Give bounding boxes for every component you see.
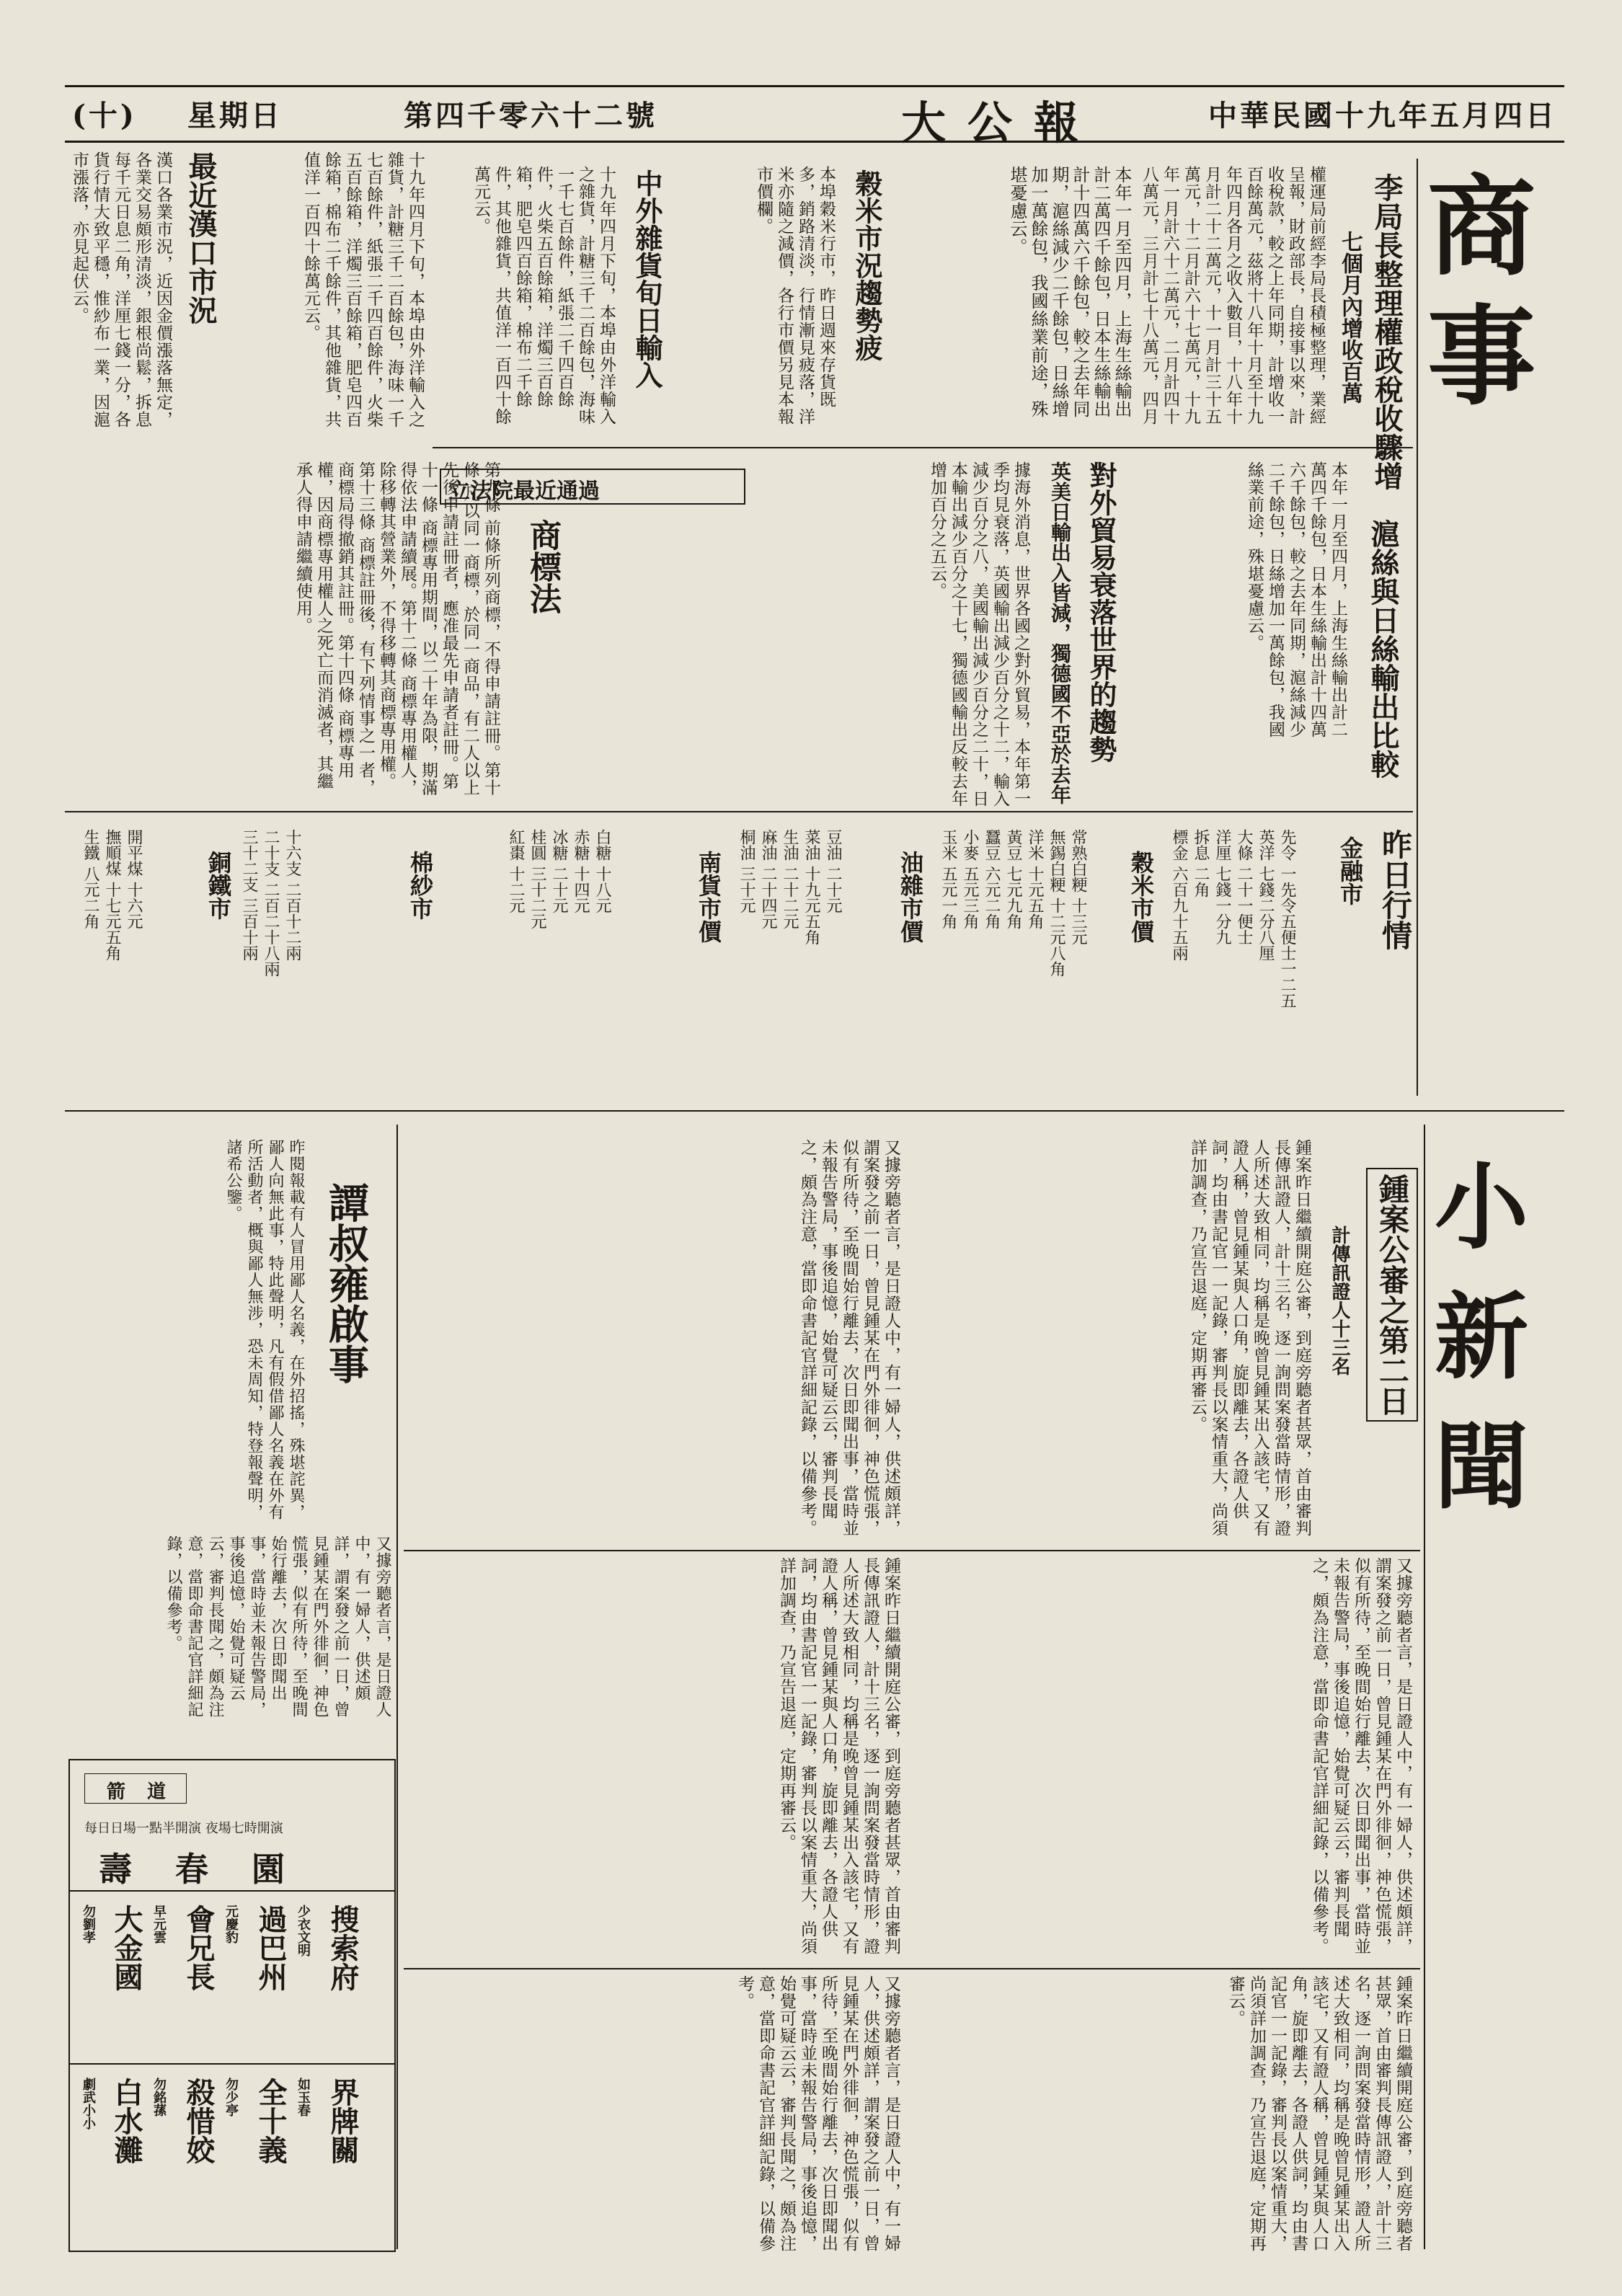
section-title-char: 聞 xyxy=(1435,1411,1529,1522)
cotton-head: 棉紗市 xyxy=(407,851,434,920)
section-title-char: 商 xyxy=(1427,164,1536,291)
case-body: 鍾案昨日繼續開庭公審，到庭旁聽者甚眾，首由審判長傳訊證人，計十三名，逐一詢問案發當時情形，證人所述大致相同，均稱是晚曾見鍾某出入該宅，又有證人稱，曾見鍾某與人口角，旋即離去，各證人供詞，均由書記官一一記錄，審判長以案情重大，尚須詳加調查，乃宣告退庭，定期再審云。 xyxy=(777,1557,900,1955)
row-rule xyxy=(70,2063,394,2065)
price-row: 開平煤 十六元 xyxy=(125,829,143,929)
price-row: 洋米 十元五角 xyxy=(1026,829,1044,929)
price-row: 紅棗 十二元 xyxy=(507,829,525,913)
coal-head: 銅鐵市 xyxy=(205,851,232,920)
price-row: 桐油 三十元 xyxy=(737,829,755,913)
theatre-name: 壽春園 xyxy=(99,1850,328,1889)
cast: 少衣文明 xyxy=(296,1905,311,1956)
article-headline: 滬絲與日絲輸出比較 xyxy=(1366,519,1400,779)
play-title: 殺惜姣 xyxy=(182,2078,216,2164)
case-body: 又據旁聽者言，是日證人中，有一婦人，供述頗詳，謂案發之前一日，曾見鍾某在門外徘徊，神色慌張，似有所待，至晚間始行離去，次日即聞出事，當時並未報告警局，事後追憶，始覺可疑云云，審判長聞之，頗為注意，當即命書記官詳細記錄，以備參考。 xyxy=(735,1975,900,2252)
coal-list xyxy=(79,829,144,1096)
row-rule xyxy=(404,1550,1420,1551)
play-title: 大金國 xyxy=(110,1905,143,1991)
weekday: 星期日 xyxy=(187,99,283,133)
rice-list xyxy=(937,829,1089,1096)
price-row: 蠶豆 六元二角 xyxy=(983,829,1001,929)
issue-number: 第四千零六十二號 xyxy=(404,99,657,133)
paper-title: 大公報 xyxy=(901,97,1101,149)
south-head: 南貨市價 xyxy=(695,851,722,943)
cast: 元慶豹 xyxy=(223,1905,239,1943)
price-row: 麻油 二十四元 xyxy=(759,829,777,929)
article-body: 漢口各業市況，近因金價漲落無定，各業交易頗形清淡，銀根尚鬆，拆息每千元日息二角，洋厘七錢一分，各貨行情大致平穩，惟紗布一業，因滬市漲落，亦見起伏云。 xyxy=(70,151,172,428)
article-subheadline: 七個月內增收百萬 xyxy=(1337,231,1362,404)
section-divider xyxy=(65,1110,1564,1112)
ad-box xyxy=(84,1773,187,1804)
oil-list xyxy=(735,829,843,1096)
article-subheadline: 英美日輸出入皆減，獨德國不亞於去年 xyxy=(1048,461,1072,805)
price-row: 撫順煤 十七元五角 xyxy=(103,829,121,961)
column-rule xyxy=(1417,159,1418,1096)
case-body: 又據旁聽者言，是日證人中，有一婦人，供述頗詳，謂案發之前一日，曾見鍾某在門外徘徊，神色慌張，似有所待，至晚間始行離去，次日即聞出事，當時並未報告警局，事後追憶，始覺可疑云云，審判長聞之，頗為注意，當即命書記官詳細記錄，以備參考。 xyxy=(798,1139,900,1537)
play-title: 過巴州 xyxy=(254,1905,288,1991)
page-number: (十) xyxy=(72,99,137,133)
column-rule xyxy=(396,1125,398,2249)
play-title: 白水灘 xyxy=(110,2078,143,2164)
article-body: 本年一月至四月，上海生絲輸出計二萬四千餘包，日本生絲輸出計十四萬六千餘包，較之去年同期，滬絲減少二千餘包，日絲增加一萬餘包，我國絲業前途，殊堪憂慮云。 xyxy=(1007,166,1132,418)
row-rule xyxy=(70,1890,394,1892)
price-row: 洋厘 七錢一分九 xyxy=(1213,829,1231,945)
case-body: 鍾案昨日繼續開庭公審，到庭旁聽者甚眾，首由審判長傳訊證人，計十三名，逐一詢問案發當時情形，證人所述大致相同，均稱是晚曾見鍾某出入該宅，又有證人稱，曾見鍾某與人口角，旋即離去，各證人供詞，均由書記官一一記錄，審判長以案情重大，尚須詳加調查，乃宣告退庭，定期再審云。 xyxy=(1188,1139,1311,1537)
case-body: 鍾案昨日繼續開庭公審，到庭旁聽者甚眾，首由審判長傳訊證人，計十三名，逐一詢問案發當時情形，證人所述大致相同，均稱是晚曾見鍾某出入該宅，又有證人稱，曾見鍾某與人口角，旋即離去，各證人供詞，均由書記官一一記錄，審判長以案情重大，尚須詳加調查，乃宣告退庭，定期再審云。 xyxy=(1226,1975,1412,2252)
rice-head: 穀米市價 xyxy=(1127,851,1155,943)
law-subheadline: 立法院最近通過 xyxy=(448,479,600,504)
price-row: 菜油 十九元五角 xyxy=(802,829,820,945)
play-title: 搜索府 xyxy=(326,1905,360,1991)
cast: 勿少亭 xyxy=(223,2078,239,2117)
row-rule xyxy=(404,1968,1420,1969)
article-headline: 中外雜貨旬日輸入 xyxy=(631,169,663,389)
price-row: 先令 一先令五便士一二五 xyxy=(1278,829,1296,1009)
notice-body: 昨閱報載有人冒用鄙人名義，在外招搖，殊堪詫異，鄙人向無此事，特此聲明，凡有假借鄙人名義在外有所活動者，概與鄙人無涉，恐未周知，特登報聲明，諸希公鑒。 xyxy=(224,1139,305,1520)
cast: 勿劉孝 xyxy=(81,1905,96,1943)
article-body: 本年一月至四月，上海生絲輸出計二萬四千餘包，日本生絲輸出計十四萬六千餘包，較之去年同期，滬絲減少二千餘包，日絲增加一萬餘包，我國絲業前途，殊堪憂慮云。 xyxy=(1245,461,1347,738)
article-headline: 最近漢口市況 xyxy=(184,151,218,324)
price-row: 桂圓 三十二元 xyxy=(528,829,546,929)
issue-date: 中華民國十九年五月四日 xyxy=(1208,99,1557,133)
market-headline: 昨日行情 xyxy=(1378,829,1413,950)
article-headline: 對外貿易衰落世界的趨勢 xyxy=(1085,461,1117,763)
cast: 早元雲 xyxy=(151,1905,167,1943)
price-row: 豆油 二十元 xyxy=(824,829,842,913)
article-headline: 李局長整理權政稅收驟增 xyxy=(1370,173,1404,490)
section-title-char: 事 xyxy=(1427,293,1536,420)
price-row: 常熟白粳 十三元 xyxy=(1069,829,1087,945)
finance-list xyxy=(1168,829,1298,1096)
row-rule xyxy=(433,447,1413,448)
ad-timing: 每日日場一點半開演 夜場七時開演 xyxy=(84,1821,283,1836)
ad-label: 箭道 xyxy=(107,1781,188,1803)
case-headline: 鍾案公審之第二日 xyxy=(1366,1168,1418,1422)
price-row: 玉米 五元一角 xyxy=(939,829,957,929)
article-body: 十九年四月下旬，本埠由外洋輸入之雜貨，計糖三千二百餘包，海味一千七百餘件，紙張二千四百餘件，火柴五百餘箱，洋燭三百餘箱，肥皂四百餘箱，棉布二千餘件，其他雜貨，共值洋一百四十餘萬元云。 xyxy=(301,151,425,428)
article-headline: 穀米市況趨勢疲 xyxy=(851,169,883,361)
cast: 勿銘蓀 xyxy=(151,2078,167,2117)
price-row: 大條 二十一便士 xyxy=(1235,829,1253,945)
price-row: 冰糖 二十元 xyxy=(550,829,568,913)
oil-head: 油雜市價 xyxy=(897,851,924,943)
column-rule xyxy=(1424,1125,1425,2249)
row-rule xyxy=(65,811,1413,812)
price-row: 拆息 二角 xyxy=(1192,829,1210,897)
price-row: 小麥 五元三角 xyxy=(961,829,979,929)
price-row: 白糖 十八元 xyxy=(593,829,611,913)
play-title: 全十義 xyxy=(254,2078,288,2164)
play-title: 會兄長 xyxy=(182,1905,216,1991)
case-body: 又據旁聽者言，是日證人中，有一婦人，供述頗詳，謂案發之前一日，曾見鍾某在門外徘徊，神色慌張，似有所待，至晚間始行離去，次日即聞出事，當時並未報告警局，事後追憶，始覺可疑云云，審判長聞之，頗為注意，當即命書記官詳細記錄，以備參考。 xyxy=(1310,1557,1412,1955)
south-list xyxy=(505,829,613,1096)
article-body: 權運局前經李局長積極整理，業經呈報，財政部長，自接事以來，計收稅款，較之上年同期，計增收一百餘萬元，茲將十八年十月至十九年四月各月之收入數目，十八年十月計二十二萬元，十一月計三十五萬元，十二月計六十七萬元，十九年一月計六十二萬元，二月計四十八萬元，三月計七十八萬元，四月 xyxy=(1140,166,1326,425)
price-row: 赤糖 十四元 xyxy=(572,829,590,913)
section-title-char: 新 xyxy=(1435,1282,1529,1392)
law-headline: 商標法 xyxy=(524,519,561,614)
price-row: 三十二支 三百十兩 xyxy=(240,829,258,961)
theatre-ad xyxy=(68,1759,396,2252)
cotton-list xyxy=(238,829,303,1096)
play-title: 界牌關 xyxy=(326,2078,360,2164)
finance-head: 金融市 xyxy=(1337,836,1364,905)
cast: 如玉春 xyxy=(296,2078,311,2117)
masthead xyxy=(65,85,1564,149)
notice-headline: 譚叔雍啟事 xyxy=(322,1182,370,1384)
article-body: 本埠穀米行市，昨日週來存貨既多，銷路清淡，行情漸見疲落，洋米亦隨之減價，各行市價另見本報市價欄。 xyxy=(754,166,836,425)
price-row: 二十支 二百二十八兩 xyxy=(262,829,280,977)
price-row: 無錫白粳 十二元八角 xyxy=(1047,829,1065,977)
price-row: 標金 六百九十五兩 xyxy=(1170,829,1188,961)
article-body: 據海外消息，世界各國之對外貿易，本年第一季均見衰落，英國輸出減少百分之十二，輸入減少百分之八，美國輸出減少百分之二十，日本輸出減少百分之十七，獨德國輸出反較去年增加百分之五云。 xyxy=(928,461,1030,807)
notice-body: 又據旁聽者言，是日證人中，有一婦人，供述頗詳，謂案發之前一日，曾見鍾某在門外徘徊，神色慌張，似有所待，至晚間始行離去，次日即聞出事，當時並未報告警局，事後追憶，始覺可疑云云，審判長聞之，頗為注意，當即命書記官詳細記錄，以備參考。 xyxy=(164,1535,391,1718)
case-subheadline: 計傳訊證人十三名 xyxy=(1329,1225,1350,1375)
price-row: 十六支 二百十二兩 xyxy=(283,829,301,961)
article-body: 十九年四月下旬，本埠由外洋輸入之雜貨，計糖三千二百餘包，海味一千七百餘件，紙張二千四百餘件，火柴五百餘箱，洋燭三百餘箱，肥皂四百餘箱，棉布二千餘件，其他雜貨，共值洋一百四十餘萬元云。 xyxy=(471,166,616,425)
cast: 劇武小小 xyxy=(81,2078,96,2129)
price-row: 生油 二十二元 xyxy=(781,829,799,929)
law-body: 第九條 前條所列商標，不得申請註冊。第十條 凡以同一商標，於同一商品，有二人以上先後申請註冊者，應准最先申請者註冊。第十一條 商標專用期間，以二十年為限，期滿得依法申請續展。第十二條 商標專用權人，除移轉其營業外，不得移轉其商標專用權。第十三條 商標註冊後，有下列情事之一者，商標局得撤銷其註冊。第十四條 商標專用權，因商標專用權人之死亡而消滅者，其繼承人得申請繼續使用。 xyxy=(293,461,500,797)
price-row: 英洋 七錢二分八厘 xyxy=(1257,829,1275,961)
price-row: 生鐵 八元二角 xyxy=(81,829,99,929)
price-row: 黃豆 七元九角 xyxy=(1004,829,1022,929)
section-title-char: 小 xyxy=(1435,1152,1529,1262)
